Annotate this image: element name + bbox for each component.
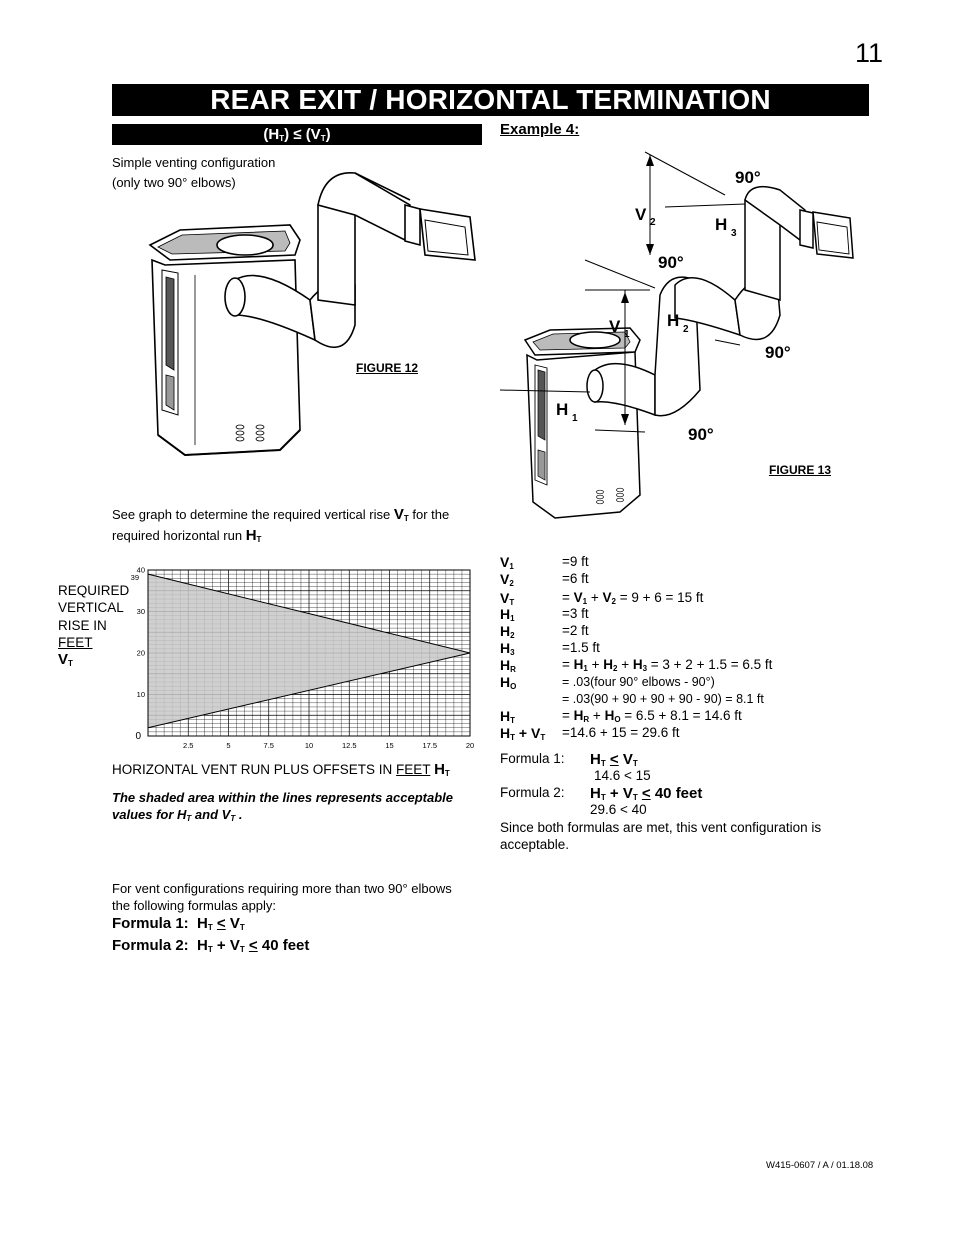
x-tick-label: 5 bbox=[226, 741, 231, 750]
calculations: $V_1$ =9 ft $V_2$ =6 ft $V_T$ = $V_1 + V_2 = 9 + 6 = 15$ ft $H_1$ =3 ft $H_2$ =2 ft $H_3$ =1.5 ft $H_R$ = $H_1 + H_2 + H_3 = 3 + 2 + 1.5 = 6.5$ ft $H_O$ = .03(four 90° elbows - 90°) = .03(90 + 90 + 90 + 90 - 90) = 8.1 ft $H_T$ = $H_R + H_O = 6.5 + 8.1 = 14.6$ ft $H_T + V_T$ =14.6 + 15 = 29.6 ft bbox=[500, 554, 773, 742]
x-tick-label: 7.5 bbox=[263, 741, 274, 750]
label-90-bottom: 90° bbox=[688, 425, 714, 444]
label-h1: H bbox=[556, 400, 569, 419]
figure-13-caption: FIGURE 13 bbox=[769, 463, 832, 477]
figure-12-caption: FIGURE 12 bbox=[356, 361, 419, 375]
x-tick-label: 2.5 bbox=[183, 741, 194, 750]
y-tick-label-39: 39 bbox=[130, 573, 139, 583]
conclusion: Since both formulas are met, this vent configuration is acceptable. bbox=[500, 820, 822, 852]
label-v1: V bbox=[609, 317, 621, 336]
footer-code: W415-0607 / A / 01.18.08 bbox=[766, 1160, 874, 1171]
figure-12-illustration bbox=[140, 165, 480, 460]
label-h3: H bbox=[715, 215, 728, 234]
y-tick-label: 10 bbox=[136, 690, 145, 699]
label-90-top: 90° bbox=[735, 168, 761, 187]
svg-text:2: 2 bbox=[650, 217, 656, 228]
label-v2: V bbox=[635, 205, 647, 224]
svg-text:1: 1 bbox=[572, 413, 578, 424]
x-tick-label: 15 bbox=[385, 741, 394, 750]
more-elbows-note: For vent configurations requiring more than two 90° elbows the following formulas apply: bbox=[112, 881, 452, 913]
svg-text:2: 2 bbox=[683, 324, 689, 335]
chart-ylabel: REQUIRED VERTICAL RISE IN FEET $V_T$ bbox=[58, 583, 130, 669]
formula-1-check: 14.6 < 15 bbox=[594, 768, 651, 783]
x-tick-label: 20 bbox=[465, 741, 475, 750]
x-tick-label: 12.5 bbox=[341, 741, 357, 750]
chart-note: The shaded area within the lines represents acceptable values for $H_T$ and $V_T$ . bbox=[112, 790, 454, 823]
y-tick-label: 20 bbox=[136, 648, 145, 658]
intro-text: Simple venting configuration (only two 90° elbows) bbox=[112, 155, 276, 190]
section-heading: $(H_T) \le (V_T)$ bbox=[112, 124, 482, 145]
y-tick-label: 30 bbox=[136, 607, 145, 616]
label-90-right: 90° bbox=[765, 343, 791, 362]
formula-2-check: 29.6 < 40 bbox=[590, 802, 647, 817]
formulas-general: Formula 1: $H_T < V_T$ Formula 2: $H_T + V_T < 40$ feet bbox=[112, 915, 310, 954]
x-tick-label: 10 bbox=[304, 741, 314, 750]
chart-xlabel: HORIZONTAL VENT RUN PLUS OFFSETS IN FEET $H_T$ bbox=[112, 761, 450, 778]
formula-1-example: Formula 1: $H_T < V_T$ bbox=[500, 751, 638, 768]
example-title: Example 4: bbox=[500, 121, 580, 138]
page-number: 11 bbox=[855, 38, 884, 68]
svg-text:1: 1 bbox=[624, 329, 630, 340]
formula-2-example: Formula 2: $H_T + V_T < 40$ feet bbox=[500, 785, 703, 802]
graph-note: See graph to determine the required vertical rise $V_T$ for the required horizontal run $H_T$ bbox=[112, 506, 450, 544]
y-tick-label: 40 bbox=[136, 565, 145, 575]
label-90-mid: 90° bbox=[658, 253, 684, 272]
label-h2: H bbox=[667, 311, 680, 330]
page-title: REAR EXIT / HORIZONTAL TERMINATION bbox=[112, 84, 869, 116]
y-tick-label: 0 bbox=[135, 731, 141, 742]
vent-rise-chart bbox=[130, 560, 480, 750]
svg-text:3: 3 bbox=[731, 228, 737, 239]
x-tick-label: 17.5 bbox=[422, 741, 438, 750]
